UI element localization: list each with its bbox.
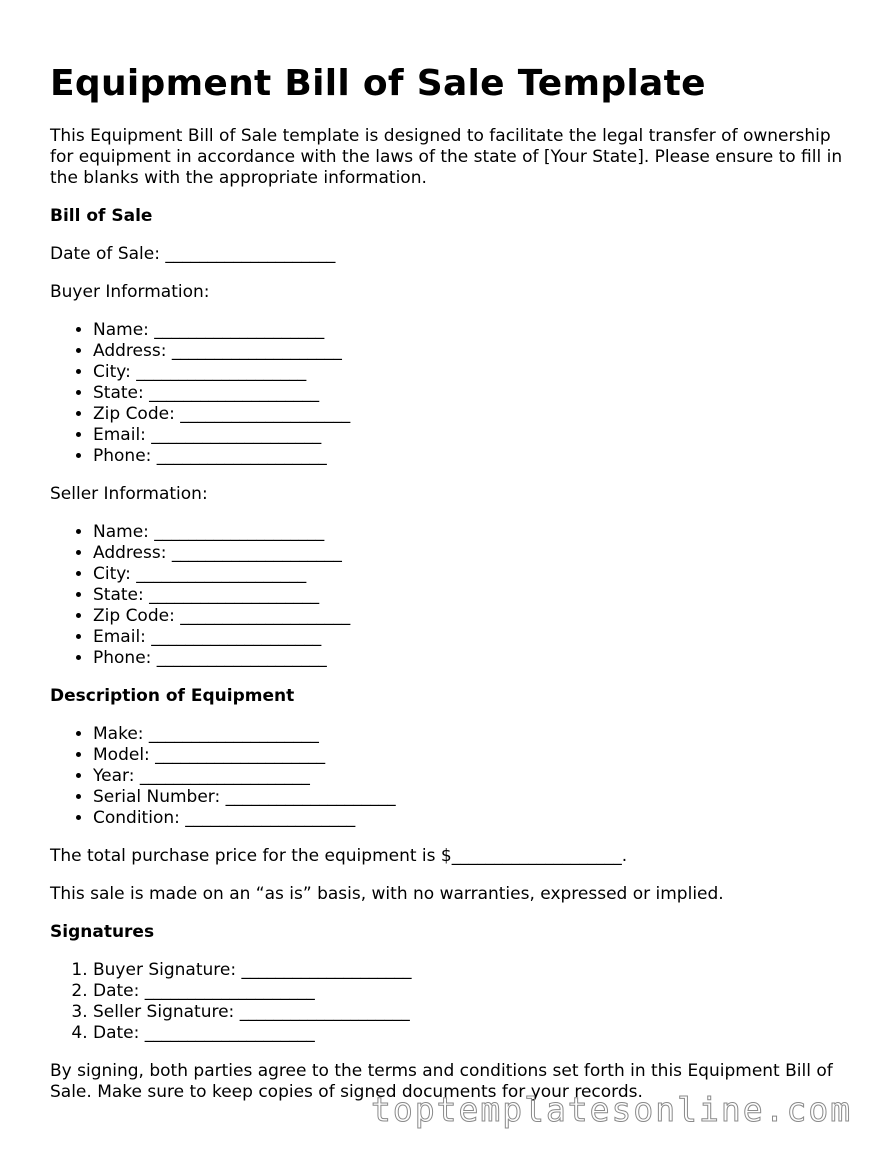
signatures-heading: Signatures (50, 922, 155, 942)
bill-of-sale-heading: Bill of Sale (50, 206, 153, 226)
equipment-serial-field: • Serial Number: ____________________ (93, 787, 850, 808)
buyer-fields-list (50, 320, 850, 467)
buyer-signature-field: 1. Buyer Signature: ____________________ (93, 960, 850, 981)
document (50, 56, 850, 1120)
buyer-city-field: • City: ____________________ (93, 362, 850, 383)
seller-phone-field: • Phone: ____________________ (93, 648, 850, 669)
seller-signature-field: 3. Seller Signature: ____________________ (93, 1002, 850, 1023)
seller-address-field: • Address: ____________________ (93, 543, 850, 564)
buyer-date-field: 2. Date: ____________________ (93, 981, 850, 1002)
intro-paragraph: This Equipment Bill of Sale template is designed to facilitate the legal transfer of ownership for equipment in accordance with the laws of the state of [Your State]. Please ensure to fill in the blanks with the appropriate information. (50, 126, 843, 188)
page-title: Equipment Bill of Sale Template (50, 63, 706, 104)
equipment-description-heading: Description of Equipment (50, 686, 295, 706)
seller-information-heading: Seller Information: (50, 484, 208, 504)
buyer-email-field: • Email: ____________________ (93, 425, 850, 446)
buyer-address-field: • Address: ____________________ (93, 341, 850, 362)
seller-email-field: • Email: ____________________ (93, 627, 850, 648)
closing-paragraph: By signing, both parties agree to the terms and conditions set forth in this Equipment Bill of Sale. Make sure to keep copies of signed documents for your records. (50, 1061, 833, 1102)
seller-fields-list (50, 522, 850, 669)
buyer-information-heading: Buyer Information: (50, 282, 210, 302)
seller-date-field: 4. Date: ____________________ (93, 1023, 850, 1044)
buyer-name-field: • Name: ____________________ (93, 320, 850, 341)
seller-name-field: • Name: ____________________ (93, 522, 850, 543)
date-of-sale-field: Date of Sale: ____________________ (50, 244, 336, 264)
seller-zip-field: • Zip Code: ____________________ (93, 606, 850, 627)
equipment-make-field: • Make: ____________________ (93, 724, 850, 745)
buyer-phone-field: • Phone: ____________________ (93, 446, 850, 467)
equipment-year-field: • Year: ____________________ (93, 766, 850, 787)
as-is-clause: This sale is made on an “as is” basis, with no warranties, expressed or implied. (50, 884, 724, 904)
seller-city-field: • City: ____________________ (93, 564, 850, 585)
equipment-condition-field: • Condition: ____________________ (93, 808, 850, 829)
equipment-model-field: • Model: ____________________ (93, 745, 850, 766)
equipment-fields-list (50, 724, 850, 829)
watermark: toptemplatesonline.com (371, 1090, 853, 1129)
seller-state-field: • State: ____________________ (93, 585, 850, 606)
buyer-zip-field: • Zip Code: ____________________ (93, 404, 850, 425)
signatures-list (50, 960, 850, 1044)
purchase-price-text: The total purchase price for the equipment is $____________________. (50, 846, 628, 866)
buyer-state-field: • State: ____________________ (93, 383, 850, 404)
